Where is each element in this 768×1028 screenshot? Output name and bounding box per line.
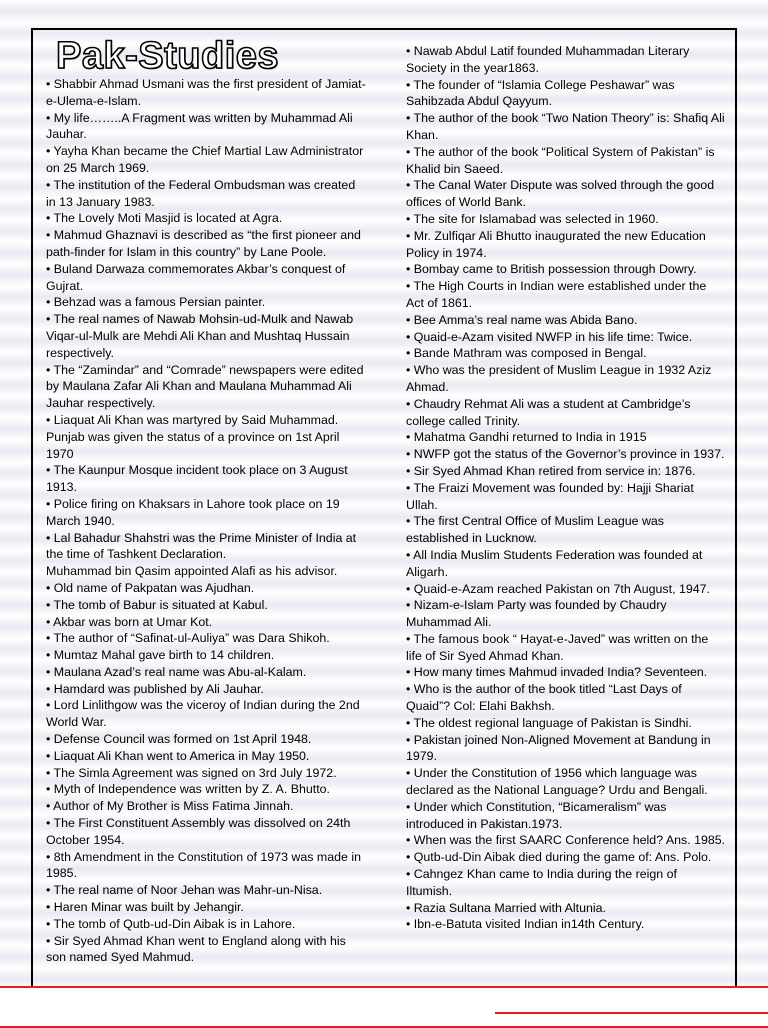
fact-item: • Bombay came to British possession through Dowry. [406,262,697,277]
fact-item: • Qutb-ud-Din Aibak died during the game of: Ans. Polo. [406,850,712,865]
fact-item: • Mahmud Ghaznavi is described as “the first pioneer and path-finder for Islam in this country” by Lane Poole. [46,228,361,259]
fact-item: • Sir Syed Ahmad Khan retired from service in: 1876. [406,463,696,478]
fact-item: • Hamdard was published by Ali Jauhar. [46,681,264,696]
fact-item: • Chaudry Rehmat Ali was a student at Cambridge’s college called Trinity. [406,396,691,428]
fact-item: • The real name of Noor Jehan was Mahr-un-Nisa. [46,883,323,898]
footer-divider [495,1012,768,1014]
fact-item: • Liaquat Ali Khan went to America in May 1950. [46,748,310,763]
fact-item: Muhammad bin Qasim appointed Alafi as his advisor. [46,564,338,579]
fact-item: • Police firing on Khaksars in Lahore took place on 19 March 1940. [46,496,340,528]
fact-item: • The tomb of Babur is situated at Kabul. [46,597,268,612]
fact-item: • The Canal Water Dispute was solved through the good offices of World Bank. [406,178,715,210]
page-title: Pak-Studies [56,35,280,77]
fact-item: • Pakistan joined Non-Aligned Movement at Bandung in 1979. [406,732,711,764]
fact-item: • The Lovely Moti Masjid is located at Agra. [46,211,283,226]
fact-item: • The oldest regional language of Pakistan is Sindhi. [406,715,692,730]
fact-item: • Liaquat Ali Khan was martyred by Said Muhammad. [46,412,339,427]
fact-item: • The author of “Safinat-ul-Auliya” was Dara Shikoh. [46,631,330,646]
fact-item: • Who is the author of the book titled “Last Days of Quaid”? Col: Elahi Bakhsh. [406,682,682,714]
fact-item: • NWFP got the status of the Governor’s province in 1937. [406,447,725,462]
fact-item: • 8th Amendment in the Constitution of 1973 was made in 1985. [46,849,361,881]
fact-item: • Quaid-e-Azam reached Pakistan on 7th August, 1947. [406,581,710,596]
fact-item: • The “Zamindar” and “Comrade” newspapers were edited by Maulana Zafar Ali Khan and Maulana Muhammad Ali Jauhar respectively. [46,362,364,411]
fact-item: • Yayha Khan became the Chief Martial Law Administrator on 25 March 1969. [46,144,364,175]
fact-item: • Nawab Abdul Latif founded Muhammadan Literary Society in the year1863. [406,44,690,75]
fact-item: • Who was the president of Muslim League in 1932 Aziz Ahmad. [406,363,712,394]
fact-item: • Old name of Pakpatan was Ajudhan. [46,580,255,595]
fact-item: • Quaid-e-Azam visited NWFP in his life time: Twice. [406,329,693,344]
fact-item: • Lal Bahadur Shahstri was the Prime Minister of India at the time of Tashkent Declaration. [46,530,357,562]
fact-item: • Razia Sultana Married with Altunia. [406,900,606,915]
left-column [46,76,368,966]
fact-item: • The famous book “ Hayat-e-Javed” was written on the life of Sir Syed Ahmad Khan. [406,631,709,663]
fact-item: • Haren Minar was built by Jehangir. [46,900,244,915]
fact-item: • Maulana Azad’s real name was Abu-al-Kalam. [46,664,307,679]
fact-item: • The real names of Nawab Mohsin-ud-Mulk and Nawab Viqar-ul-Mulk are Mehdi Ali Khan and Mushtaq Hussain respectively. [46,312,354,360]
fact-item: • Myth of Independence was written by Z. A. Bhutto. [46,782,330,797]
fact-item: • The Simla Agreement was signed on 3rd July 1972. [46,765,337,780]
fact-item: • All India Muslim Students Federation was founded at Aligarh. [406,547,703,579]
fact-item: • My life……..A Fragment was written by Muhammad Ali Jauhar. [46,110,353,142]
right-column [406,43,726,933]
fact-item: • Bande Mathram was composed in Bengal. [406,346,647,361]
fact-item: • Ibn-e-Batuta visited Indian in14th Century. [406,917,645,932]
fact-item: • Mumtaz Mahal gave birth to 14 children. [46,648,275,663]
fact-item: • Cahngez Khan came to India during the reign of Iltumish. [406,867,677,898]
fact-item: • Under which Constitution, “Bicameralism” was introduced in Pakistan.1973. [406,799,667,831]
fact-item: • Under the Constitution of 1956 which language was declared as the National Language? Urdu and Bengali. [406,766,708,798]
fact-item: • The author of the book “Two Nation Theory” is: Shafiq Ali Khan. [406,111,725,142]
fact-item: • Nizam-e-Islam Party was founded by Chaudry Muhammad Ali. [406,598,667,630]
fact-item: • The author of the book “Political System of Pakistan” is Khalid bin Saeed. [406,144,715,176]
fact-item: • The site for Islamabad was selected in 1960. [406,211,659,226]
fact-item: • Mahatma Gandhi returned to India in 1915 [406,430,647,445]
fact-item: • The institution of the Federal Ombudsman was created in 13 January 1983. [46,177,356,209]
fact-item: • Bee Amma’s real name was Abida Bano. [406,312,638,327]
fact-item: • Sir Syed Ahmad Khan went to England along with his son named Syed Mahmud. [46,933,346,965]
fact-item: • The tomb of Qutb-ud-Din Aibak is in Lahore. [46,916,296,931]
fact-item: • The Kaunpur Mosque incident took place on 3 August 1913. [46,463,348,495]
fact-item: • The first Central Office of Muslim League was established in Lucknow. [406,514,664,546]
fact-item: • How many times Mahmud invaded India? Seventeen. [406,665,708,680]
footer-box [0,986,768,1028]
fact-item: • The Fraizi Movement was founded by: Hajji Shariat Ullah. [406,480,694,512]
fact-item: • Buland Darwaza commemorates Akbar’s conquest of Gujrat. [46,261,346,293]
fact-item: • Defense Council was formed on 1st April 1948. [46,732,312,747]
fact-item: Punjab was given the status of a province on 1st April 1970 [46,429,340,461]
fact-item: • Author of My Brother is Miss Fatima Jinnah. [46,799,294,814]
fact-item: • The founder of “Islamia College Peshawar” was Sahibzada Abdul Qayyum. [406,77,675,109]
fact-item: • The High Courts in Indian were established under the Act of 1861. [406,279,707,310]
fact-item: • Shabbir Ahmad Usmani was the first president of Jamiat-e-Ulema-e-Islam. [46,77,366,108]
fact-item: • Mr. Zulfiqar Ali Bhutto inaugurated the new Education Policy in 1974. [406,228,706,260]
fact-item: • Akbar was born at Umar Kot. [46,614,213,629]
fact-item: • Lord Linlithgow was the viceroy of Indian during the 2nd World War. [46,698,360,730]
fact-item: • Behzad was a famous Persian painter. [46,295,266,310]
fact-item: • The First Constituent Assembly was dissolved on 24th October 1954. [46,816,351,847]
fact-item: • When was the first SAARC Conference held? Ans. 1985. [406,833,726,848]
